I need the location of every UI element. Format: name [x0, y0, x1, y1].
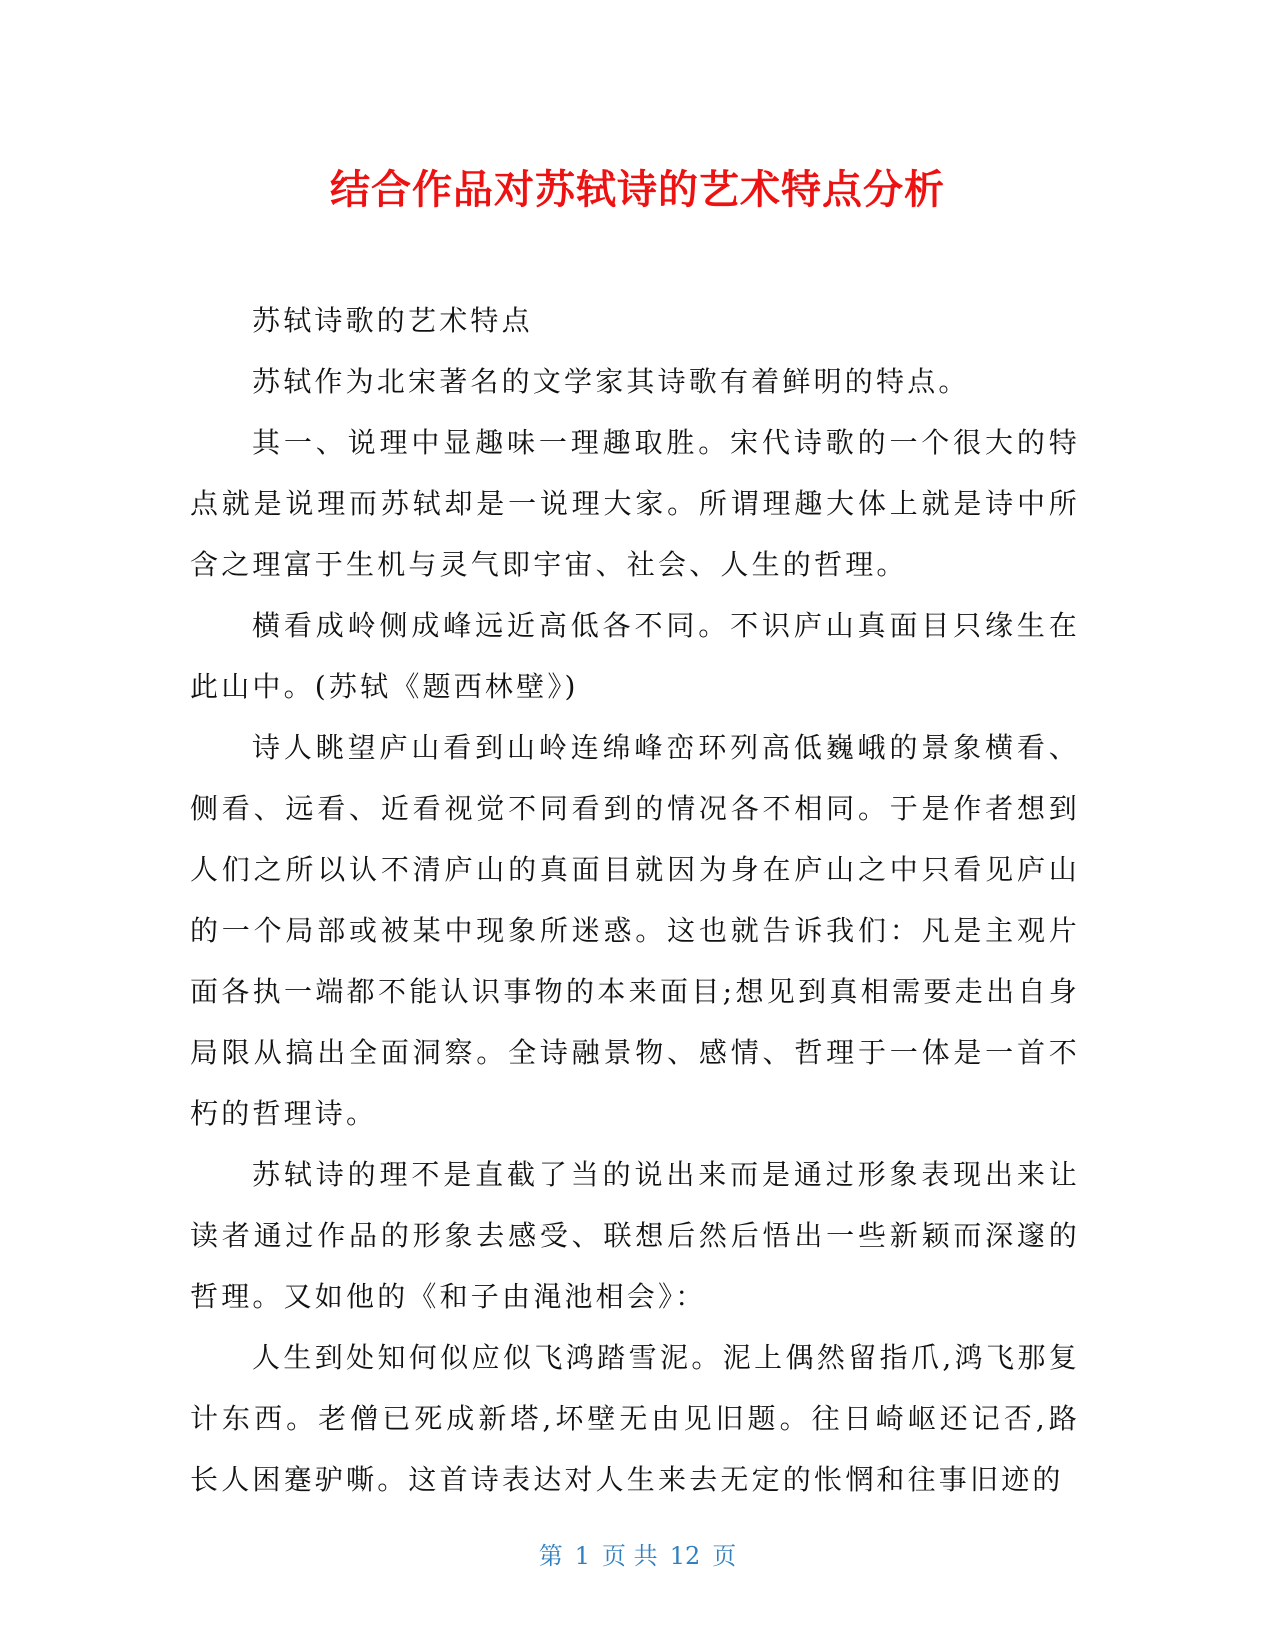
paragraph-point-one: 其一、说理中显趣味一理趣取胜。宋代诗歌的一个很大的特点就是说理而苏轼却是一说理大家。所谓理趣大体上就是诗中所含之理富于生机与灵气即宇宙、社会、人生的哲理。: [190, 426, 1080, 581]
document-body: [190, 290, 1080, 1510]
footer-total-pages: 12: [669, 1542, 701, 1570]
footer-label-page: 第: [538, 1542, 563, 1570]
footer-label-end: 页: [712, 1542, 737, 1570]
footer-label-of: 页 共: [602, 1542, 658, 1570]
paragraph-second-poem: 人生到处知何似应似飞鸿踏雪泥。泥上偶然留指爪,鸿飞那复计东西。老僧已死成新塔,坏壁无由见旧题。往日崎岖还记否,路长人困蹇驴嘶。这首诗表达对人生来去无定的怅惘和往事旧迹的: [190, 1341, 1080, 1496]
paragraph-poem-quote: 横看成岭侧成峰远近高低各不同。不识庐山真面目只缘生在此山中。(苏轼《题西林壁》): [190, 609, 1080, 703]
paragraph-intro: 苏轼作为北宋著名的文学家其诗歌有着鲜明的特点。: [252, 365, 970, 398]
document-title: 结合作品对苏轼诗的艺术特点分析: [330, 167, 945, 213]
paragraph-reasoning: 苏轼诗的理不是直截了当的说出来而是通过形象表现出来让读者通过作品的形象去感受、联想后然后悟出一些新颖而深邃的哲理。又如他的《和子由渑池相会》：: [190, 1158, 1080, 1313]
page-footer: [0, 1540, 1275, 1572]
paragraph-section-heading: 苏轼诗歌的艺术特点: [252, 304, 533, 337]
paragraph-poem-analysis: 诗人眺望庐山看到山岭连绵峰峦环列高低巍峨的景象横看、侧看、远看、近看视觉不同看到的情况各不相同。于是作者想到人们之所以认不清庐山的真面目就因为身在庐山之中只看见庐山的一个局部或被某中现象所迷惑。这也就告诉我们：凡是主观片面各执一端都不能认识事物的本来面目;想见到真相需要走出自身局限从搞出全面洞察。全诗融景物、感情、哲理于一体是一首不朽的哲理诗。: [190, 731, 1080, 1130]
footer-current-page: 1: [574, 1542, 591, 1570]
